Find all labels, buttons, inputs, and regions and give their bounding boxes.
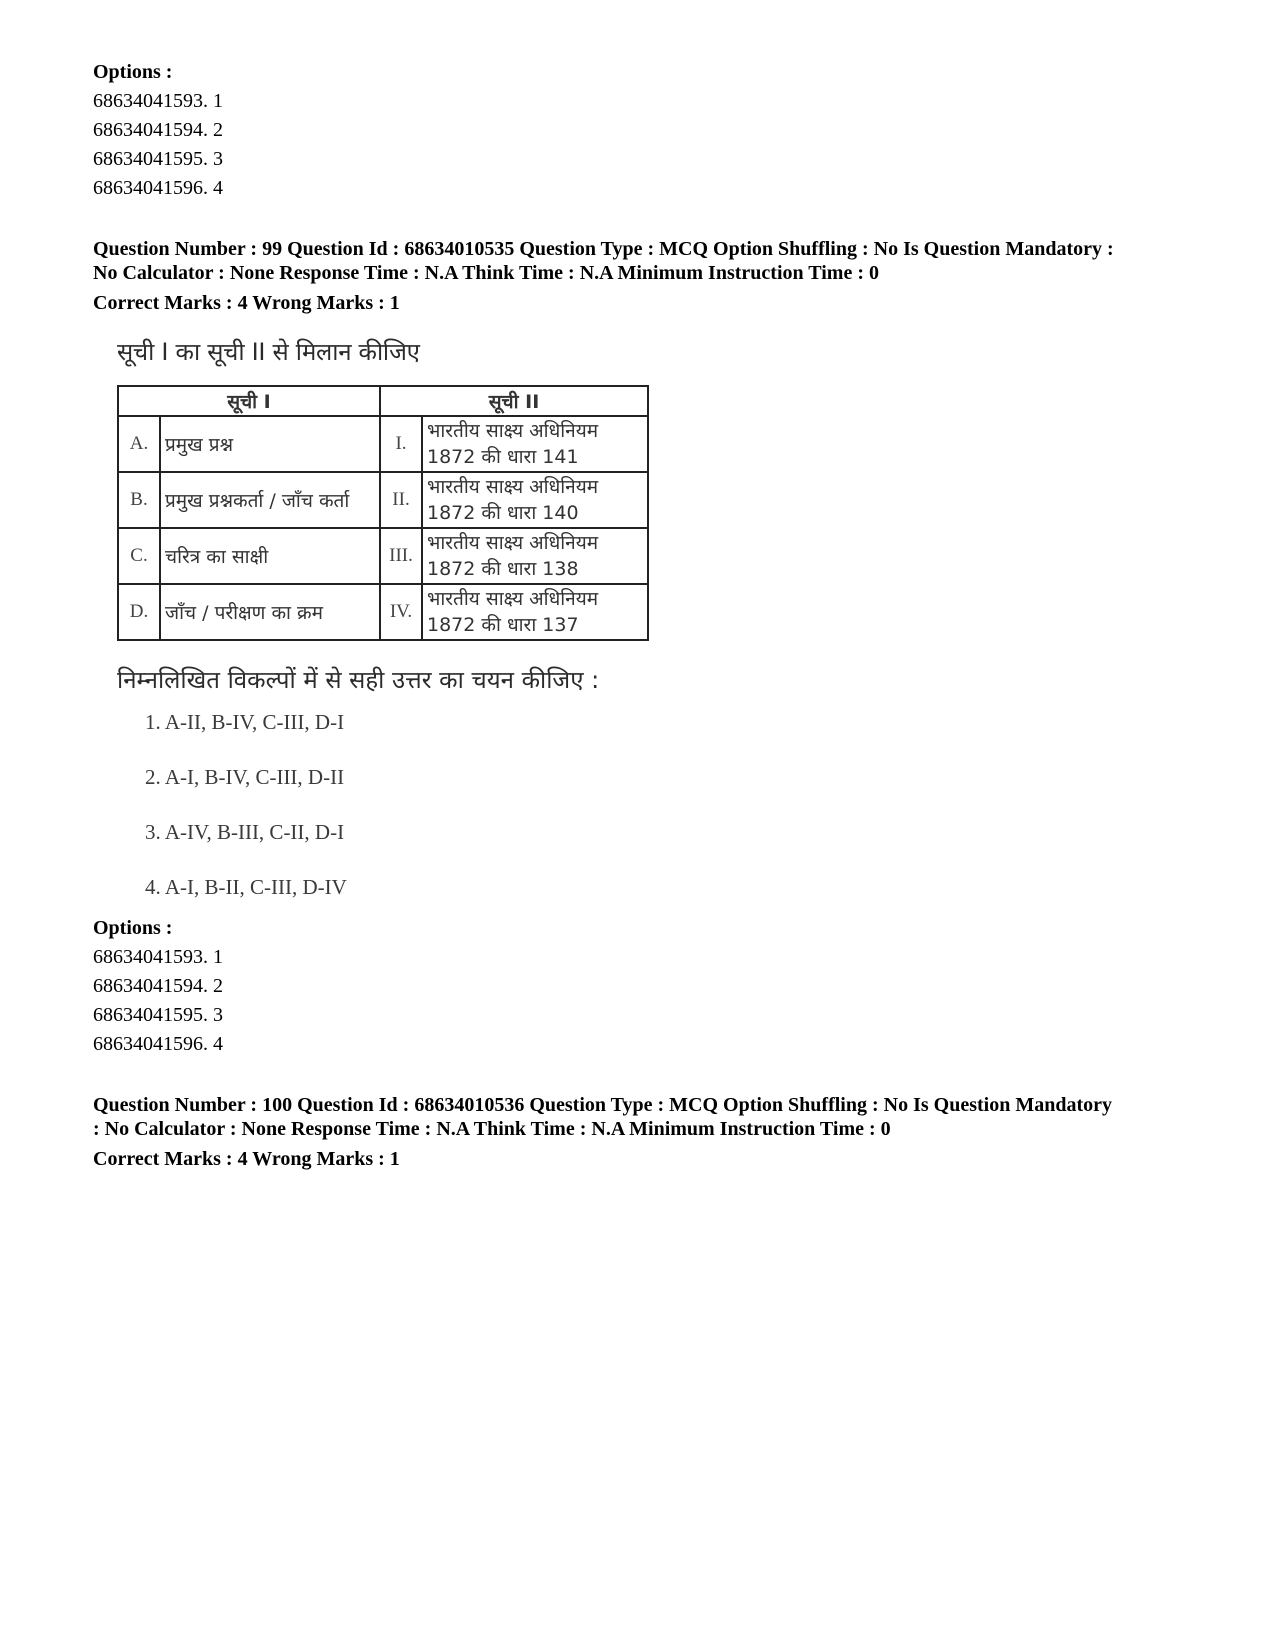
- option-line: 68634041595. 3: [93, 1004, 223, 1026]
- document-page: [93, 58, 1193, 1171]
- question-meta-line-1: Question Number : 100 Question Id : 68634010536 Question Type : MCQ Option Shuffling : No Is Question Mandatory: [93, 1094, 1112, 1116]
- option-line: 68634041593. 1: [93, 946, 223, 968]
- answer-instruction: निम्नलिखित विकल्पों में से सही उत्तर का चयन कीजिए :: [117, 666, 600, 694]
- section-line-1: भारतीय साक्ष्य अधिनियम: [427, 420, 599, 442]
- row-roman: IV.: [380, 584, 422, 640]
- option-line: 68634041596. 4: [93, 1033, 223, 1055]
- row-item: प्रमुख प्रश्न: [160, 416, 380, 472]
- table-header-list-2: सूची II: [380, 386, 648, 416]
- question-99-block: [93, 237, 1193, 1059]
- table-row: [118, 584, 648, 640]
- section-line-2: 1872 की धारा 137: [427, 614, 579, 636]
- table-row: [118, 416, 648, 472]
- question-99-options: [93, 914, 1193, 1059]
- section-line-2: 1872 की धारा 141: [427, 446, 579, 468]
- row-section: [422, 416, 648, 472]
- table-header-list-1: सूची I: [118, 386, 380, 416]
- table-row: [118, 528, 648, 584]
- option-line: 68634041594. 2: [93, 119, 223, 141]
- section-line-1: भारतीय साक्ष्य अधिनियम: [427, 532, 599, 554]
- row-item: प्रमुख प्रश्नकर्ता / जाँच कर्ता: [160, 472, 380, 528]
- row-roman: I.: [380, 416, 422, 472]
- row-section: [422, 528, 648, 584]
- row-roman: III.: [380, 528, 422, 584]
- row-section: [422, 584, 648, 640]
- row-letter: D.: [118, 584, 160, 640]
- question-100-block: [93, 1093, 1193, 1171]
- question-image: [117, 335, 1193, 900]
- answer-choice: 1. A-II, B-IV, C-III, D-I: [145, 710, 345, 734]
- section-line-1: भारतीय साक्ष्य अधिनियम: [427, 588, 599, 610]
- question-meta-line-2: : No Calculator : None Response Time : N.A Think Time : N.A Minimum Instruction Time : 0: [93, 1118, 891, 1140]
- option-line: 68634041596. 4: [93, 177, 223, 199]
- table-header-row: [118, 386, 648, 416]
- question-heading: सूची I का सूची II से मिलान कीजिए: [117, 338, 420, 366]
- row-roman: II.: [380, 472, 422, 528]
- option-line: 68634041593. 1: [93, 90, 223, 112]
- row-section: [422, 472, 648, 528]
- question-meta-line-2: No Calculator : None Response Time : N.A Think Time : N.A Minimum Instruction Time : 0: [93, 262, 879, 284]
- row-letter: A.: [118, 416, 160, 472]
- option-line: 68634041594. 2: [93, 975, 223, 997]
- previous-question-options: [93, 58, 1193, 203]
- question-marks: Correct Marks : 4 Wrong Marks : 1: [93, 1148, 400, 1170]
- row-item: चरित्र का साक्षी: [160, 528, 380, 584]
- options-label: Options :: [93, 917, 173, 939]
- row-letter: C.: [118, 528, 160, 584]
- row-item: जाँच / परीक्षण का क्रम: [160, 584, 380, 640]
- section-line-1: भारतीय साक्ष्य अधिनियम: [427, 476, 599, 498]
- question-marks: Correct Marks : 4 Wrong Marks : 1: [93, 292, 400, 314]
- question-meta-line-1: Question Number : 99 Question Id : 68634010535 Question Type : MCQ Option Shuffling : No Is Question Mandatory :: [93, 238, 1114, 260]
- table-row: [118, 472, 648, 528]
- option-line: 68634041595. 3: [93, 148, 223, 170]
- section-line-2: 1872 की धारा 140: [427, 502, 579, 524]
- answer-choice: 4. A-I, B-II, C-III, D-IV: [145, 875, 347, 899]
- answer-choice: 3. A-IV, B-III, C-II, D-I: [145, 820, 345, 844]
- section-line-2: 1872 की धारा 138: [427, 558, 579, 580]
- row-letter: B.: [118, 472, 160, 528]
- answer-choice: 2. A-I, B-IV, C-III, D-II: [145, 765, 345, 789]
- options-label: Options :: [93, 61, 173, 83]
- match-table: [117, 385, 649, 641]
